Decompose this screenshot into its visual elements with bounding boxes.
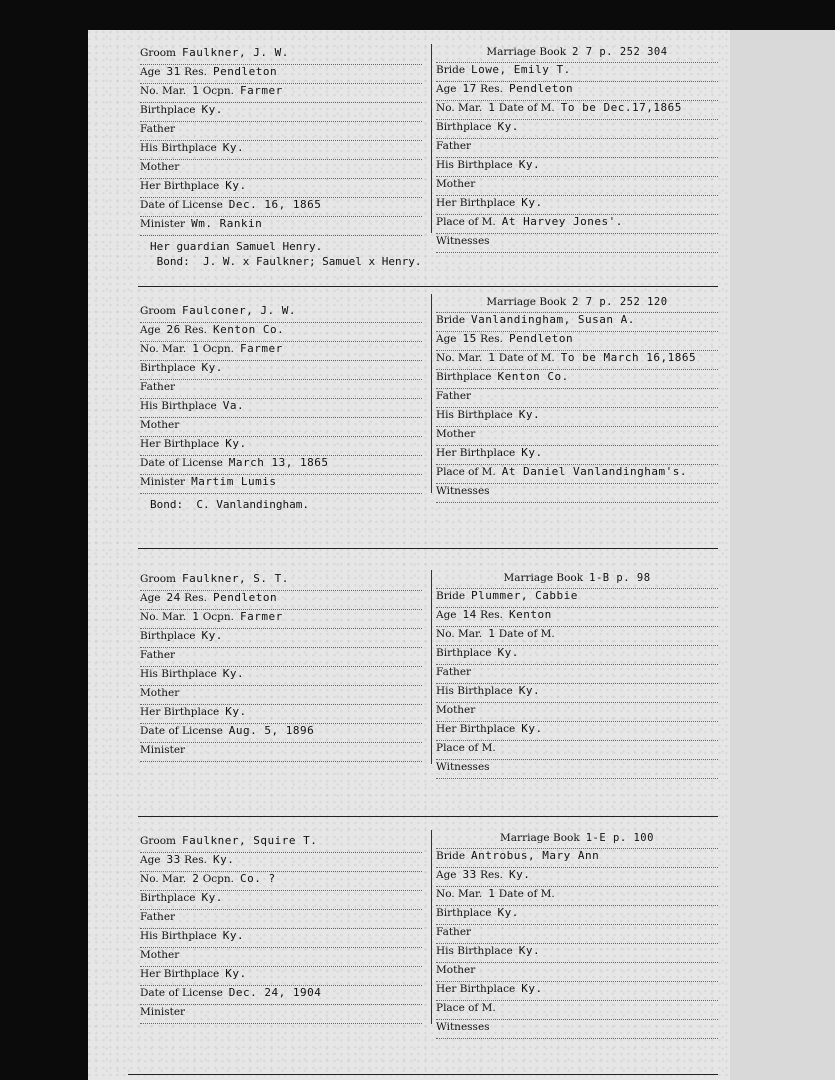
marriage-book-row: Marriage Book 1-E p. 100 — [436, 832, 718, 849]
scanned-page — [88, 30, 730, 1080]
bride-his-birthplace-row: His Birthplace Ky. — [436, 944, 718, 963]
bride-his-birthplace-row: His Birthplace Ky. — [436, 684, 718, 703]
date-of-license-row: Date of License Dec. 24, 1904 — [140, 986, 422, 1005]
date-of-license-row: Date of License March 13, 1865 — [140, 456, 422, 475]
groom-name: Faulkner, J. W. — [182, 46, 289, 59]
birthplace-row: Birthplace Ky. — [140, 103, 422, 122]
bride-his-birthplace-row: His Birthplace Ky. — [436, 158, 718, 177]
witnesses-row: Witnesses — [436, 234, 718, 253]
groom-row: Groom Faulkner, S. T. — [140, 572, 422, 591]
column-divider — [431, 830, 432, 1024]
bride-row: Bride Lowe, Emily T. — [436, 63, 718, 82]
groom-column — [140, 46, 422, 236]
groom-row: Groom Faulconer, J. W. — [140, 304, 422, 323]
witnesses-row: Witnesses — [436, 484, 718, 503]
her-birthplace-row: Her Birthplace Ky. — [140, 437, 422, 456]
mother-row: Mother — [140, 160, 422, 179]
father-row: Father — [140, 910, 422, 929]
record-separator-line — [138, 548, 718, 549]
bride-column — [436, 296, 718, 503]
bride-father-row: Father — [436, 139, 718, 158]
groom-row: Groom Faulkner, Squire T. — [140, 834, 422, 853]
bride-no-mar-row: No. Mar. 1 Date of M. To be Dec.17,1865 — [436, 101, 718, 120]
bride-father-row: Father — [436, 925, 718, 944]
groom-name: Faulkner, Squire T. — [182, 834, 318, 847]
bride-father-row: Father — [436, 665, 718, 684]
column-divider — [431, 44, 432, 233]
record-separator-line — [138, 286, 718, 287]
her-birthplace-row: Her Birthplace Ky. — [140, 705, 422, 724]
groom-name: Faulkner, S. T. — [182, 572, 289, 585]
bride-name: Antrobus, Mary Ann — [471, 849, 600, 862]
bride-column — [436, 46, 718, 253]
his-birthplace-row: His Birthplace Ky. — [140, 141, 422, 160]
birthplace-row: Birthplace Ky. — [140, 891, 422, 910]
age-res-row: Age 31 Res. Pendleton — [140, 65, 422, 84]
bride-row: Bride Vanlandingham, Susan A. — [436, 313, 718, 332]
marriage-record-card — [138, 288, 718, 497]
page-margin-strip — [730, 30, 835, 1080]
his-birthplace-row: His Birthplace Ky. — [140, 929, 422, 948]
marriage-record-card — [138, 824, 718, 1033]
bride-his-birthplace-row: His Birthplace Ky. — [436, 408, 718, 427]
bride-row: Bride Plummer, Cabbie — [436, 589, 718, 608]
groom-name: Faulconer, J. W. — [182, 304, 296, 317]
place-of-m-row: Place of M. — [436, 1001, 718, 1020]
his-birthplace-row: His Birthplace Ky. — [140, 667, 422, 686]
minister-row: Minister — [140, 743, 422, 762]
mother-row: Mother — [140, 686, 422, 705]
groom-column — [140, 304, 422, 494]
bride-name: Lowe, Emily T. — [471, 63, 571, 76]
record-separator-line — [138, 816, 718, 817]
place-of-m-row: Place of M. At Harvey Jones'. — [436, 215, 718, 234]
bride-age-res-row: Age 14 Res. Kenton — [436, 608, 718, 627]
date-of-license-row: Date of License Dec. 16, 1865 — [140, 198, 422, 217]
witnesses-row: Witnesses — [436, 1020, 718, 1039]
birthplace-row: Birthplace Ky. — [140, 361, 422, 380]
column-divider — [431, 294, 432, 493]
no-mar-row: No. Mar. 1 Ocpn. Farmer — [140, 84, 422, 103]
father-row: Father — [140, 648, 422, 667]
record-note: Her guardian Samuel Henry. — [150, 240, 323, 253]
bride-name: Vanlandingham, Susan A. — [471, 313, 635, 326]
bride-row: Bride Antrobus, Mary Ann — [436, 849, 718, 868]
bride-mother-row: Mother — [436, 427, 718, 446]
record-note: Bond: C. Vanlandingham. — [150, 498, 309, 511]
column-divider — [431, 570, 432, 764]
bride-her-birthplace-row: Her Birthplace Ky. — [436, 982, 718, 1001]
groom-column — [140, 834, 422, 1024]
marriage-record-card — [138, 564, 718, 773]
his-birthplace-row: His Birthplace Va. — [140, 399, 422, 418]
place-of-m-row: Place of M. — [436, 741, 718, 760]
age-res-row: Age 33 Res. Ky. — [140, 853, 422, 872]
father-row: Father — [140, 122, 422, 141]
bride-age-res-row: Age 17 Res. Pendleton — [436, 82, 718, 101]
bride-birthplace-row: Birthplace Ky. — [436, 646, 718, 665]
bride-no-mar-row: No. Mar. 1 Date of M. To be March 16,1865 — [436, 351, 718, 370]
minister-row: Minister Martim Lumis — [140, 475, 422, 494]
record-separator-line — [128, 1074, 718, 1075]
bride-birthplace-row: Birthplace Kenton Co. — [436, 370, 718, 389]
no-mar-row: No. Mar. 1 Ocpn. Farmer — [140, 342, 422, 361]
bride-column — [436, 832, 718, 1039]
her-birthplace-row: Her Birthplace Ky. — [140, 179, 422, 198]
bride-age-res-row: Age 15 Res. Pendleton — [436, 332, 718, 351]
age-res-row: Age 26 Res. Kenton Co. — [140, 323, 422, 342]
place-of-m-row: Place of M. At Daniel Vanlandingham's. — [436, 465, 718, 484]
no-mar-row: No. Mar. 2 Ocpn. Co. ? — [140, 872, 422, 891]
bride-her-birthplace-row: Her Birthplace Ky. — [436, 196, 718, 215]
minister-row: Minister Wm. Rankin — [140, 217, 422, 236]
bride-column — [436, 572, 718, 779]
bride-name: Plummer, Cabbie — [471, 589, 578, 602]
bride-her-birthplace-row: Her Birthplace Ky. — [436, 446, 718, 465]
bride-age-res-row: Age 33 Res. Ky. — [436, 868, 718, 887]
her-birthplace-row: Her Birthplace Ky. — [140, 967, 422, 986]
bride-no-mar-row: No. Mar. 1 Date of M. — [436, 627, 718, 646]
bride-mother-row: Mother — [436, 177, 718, 196]
bride-mother-row: Mother — [436, 703, 718, 722]
marriage-book-row: Marriage Book 2 7 p. 252 304 — [436, 46, 718, 63]
marriage-book-row: Marriage Book 2 7 p. 252 120 — [436, 296, 718, 313]
bride-no-mar-row: No. Mar. 1 Date of M. — [436, 887, 718, 906]
marriage-book-row: Marriage Book 1-B p. 98 — [436, 572, 718, 589]
witnesses-row: Witnesses — [436, 760, 718, 779]
bride-father-row: Father — [436, 389, 718, 408]
minister-row: Minister — [140, 1005, 422, 1024]
mother-row: Mother — [140, 418, 422, 437]
bride-her-birthplace-row: Her Birthplace Ky. — [436, 722, 718, 741]
bride-birthplace-row: Birthplace Ky. — [436, 120, 718, 139]
record-note: Bond: J. W. x Faulkner; Samuel x Henry. — [150, 255, 422, 268]
groom-row: Groom Faulkner, J. W. — [140, 46, 422, 65]
groom-column — [140, 572, 422, 762]
birthplace-row: Birthplace Ky. — [140, 629, 422, 648]
age-res-row: Age 24 Res. Pendleton — [140, 591, 422, 610]
bride-mother-row: Mother — [436, 963, 718, 982]
father-row: Father — [140, 380, 422, 399]
mother-row: Mother — [140, 948, 422, 967]
no-mar-row: No. Mar. 1 Ocpn. Farmer — [140, 610, 422, 629]
bride-birthplace-row: Birthplace Ky. — [436, 906, 718, 925]
date-of-license-row: Date of License Aug. 5, 1896 — [140, 724, 422, 743]
